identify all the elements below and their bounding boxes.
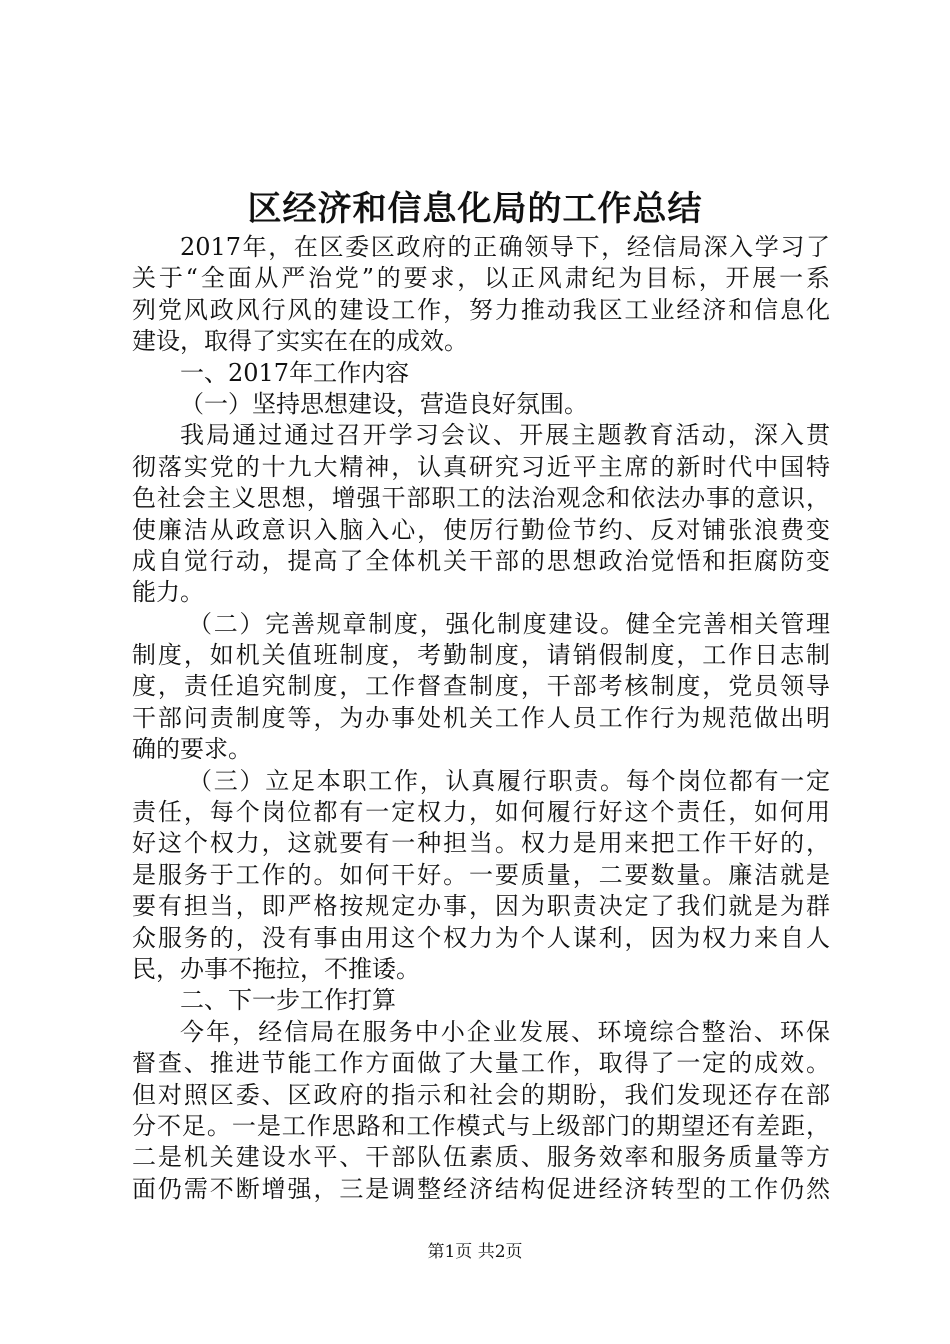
text-line: 责任，每个岗位都有一定权力，如何履行好这个责任，如何用 — [132, 798, 830, 827]
document-body — [132, 232, 830, 1205]
text-line: 督查、推进节能工作方面做了大量工作，取得了一定的成效。 — [132, 1049, 830, 1078]
section-heading: 一、2017年工作内容 — [180, 358, 410, 387]
page-footer: 第1页 共2页 — [427, 1242, 523, 1262]
text-line: 2017年，在区委区政府的正确领导下，经信局深入学习了 — [180, 233, 830, 261]
text-line: 确的要求。 — [132, 735, 252, 764]
text-line: 度，责任追究制度，工作督查制度，干部考核制度，党员领导 — [132, 672, 830, 701]
text-line: 能力。 — [132, 578, 204, 607]
text-line: 使廉洁从政意识入脑入心，使厉行勤俭节约、反对铺张浪费变 — [132, 515, 830, 544]
section-heading: 二、下一步工作打算 — [180, 986, 396, 1015]
text-line: 干部问责制度等，为办事处机关工作人员工作行为规范做出明 — [132, 703, 830, 732]
text-line: （三）立足本职工作，认真履行职责。每个岗位都有一定 — [188, 766, 830, 795]
text-line: 面仍需不断增强，三是调整经济结构促进经济转型的工作仍然 — [132, 1174, 830, 1203]
subsection-heading: （一）坚持思想建设，营造良好氛围。 — [180, 389, 588, 418]
text-line: 我局通过通过召开学习会议、开展主题教育活动，深入贯 — [180, 421, 830, 450]
text-line: 要有担当，即严格按规定办事，因为职责决定了我们就是为群 — [132, 892, 830, 921]
text-line: 制度，如机关值班制度，考勤制度，请销假制度，工作日志制 — [132, 641, 830, 670]
document-title: 区经济和信息化局的工作总结 — [247, 189, 703, 229]
text-line: 众服务的，没有事由用这个权力为个人谋利，因为权力来自人 — [132, 923, 830, 952]
text-line: 色社会主义思想，增强干部职工的法治观念和依法办事的意识， — [132, 484, 830, 513]
text-line: 建设，取得了实实在在的成效。 — [132, 327, 468, 356]
text-line: 二是机关建设水平、干部队伍素质、服务效率和服务质量等方 — [132, 1143, 830, 1172]
text-line: 彻落实党的十九大精神，认真研究习近平主席的新时代中国特 — [132, 452, 830, 481]
text-line: 民，办事不拖拉，不推诿。 — [132, 954, 420, 983]
text-line: 好这个权力，这就要有一种担当。权力是用来把工作干好的， — [132, 829, 830, 858]
text-line: 但对照区委、区政府的指示和社会的期盼，我们发现还存在部 — [132, 1080, 830, 1109]
text-line: （二）完善规章制度，强化制度建设。健全完善相关管理 — [188, 609, 830, 638]
text-line: 分不足。一是工作思路和工作模式与上级部门的期望还有差距， — [132, 1111, 830, 1140]
text-line: 今年，经信局在服务中小企业发展、环境综合整治、环保 — [180, 1017, 830, 1046]
text-line: 关于“全面从严治党”的要求，以正风肃纪为目标，开展一系 — [132, 264, 830, 293]
text-line: 成自觉行动，提高了全体机关干部的思想政治觉悟和拒腐防变 — [132, 546, 830, 575]
text-line: 列党风政风行风的建设工作，努力推动我区工业经济和信息化 — [132, 295, 830, 324]
text-line: 是服务于工作的。如何干好。一要质量，二要数量。廉洁就是 — [132, 860, 830, 889]
